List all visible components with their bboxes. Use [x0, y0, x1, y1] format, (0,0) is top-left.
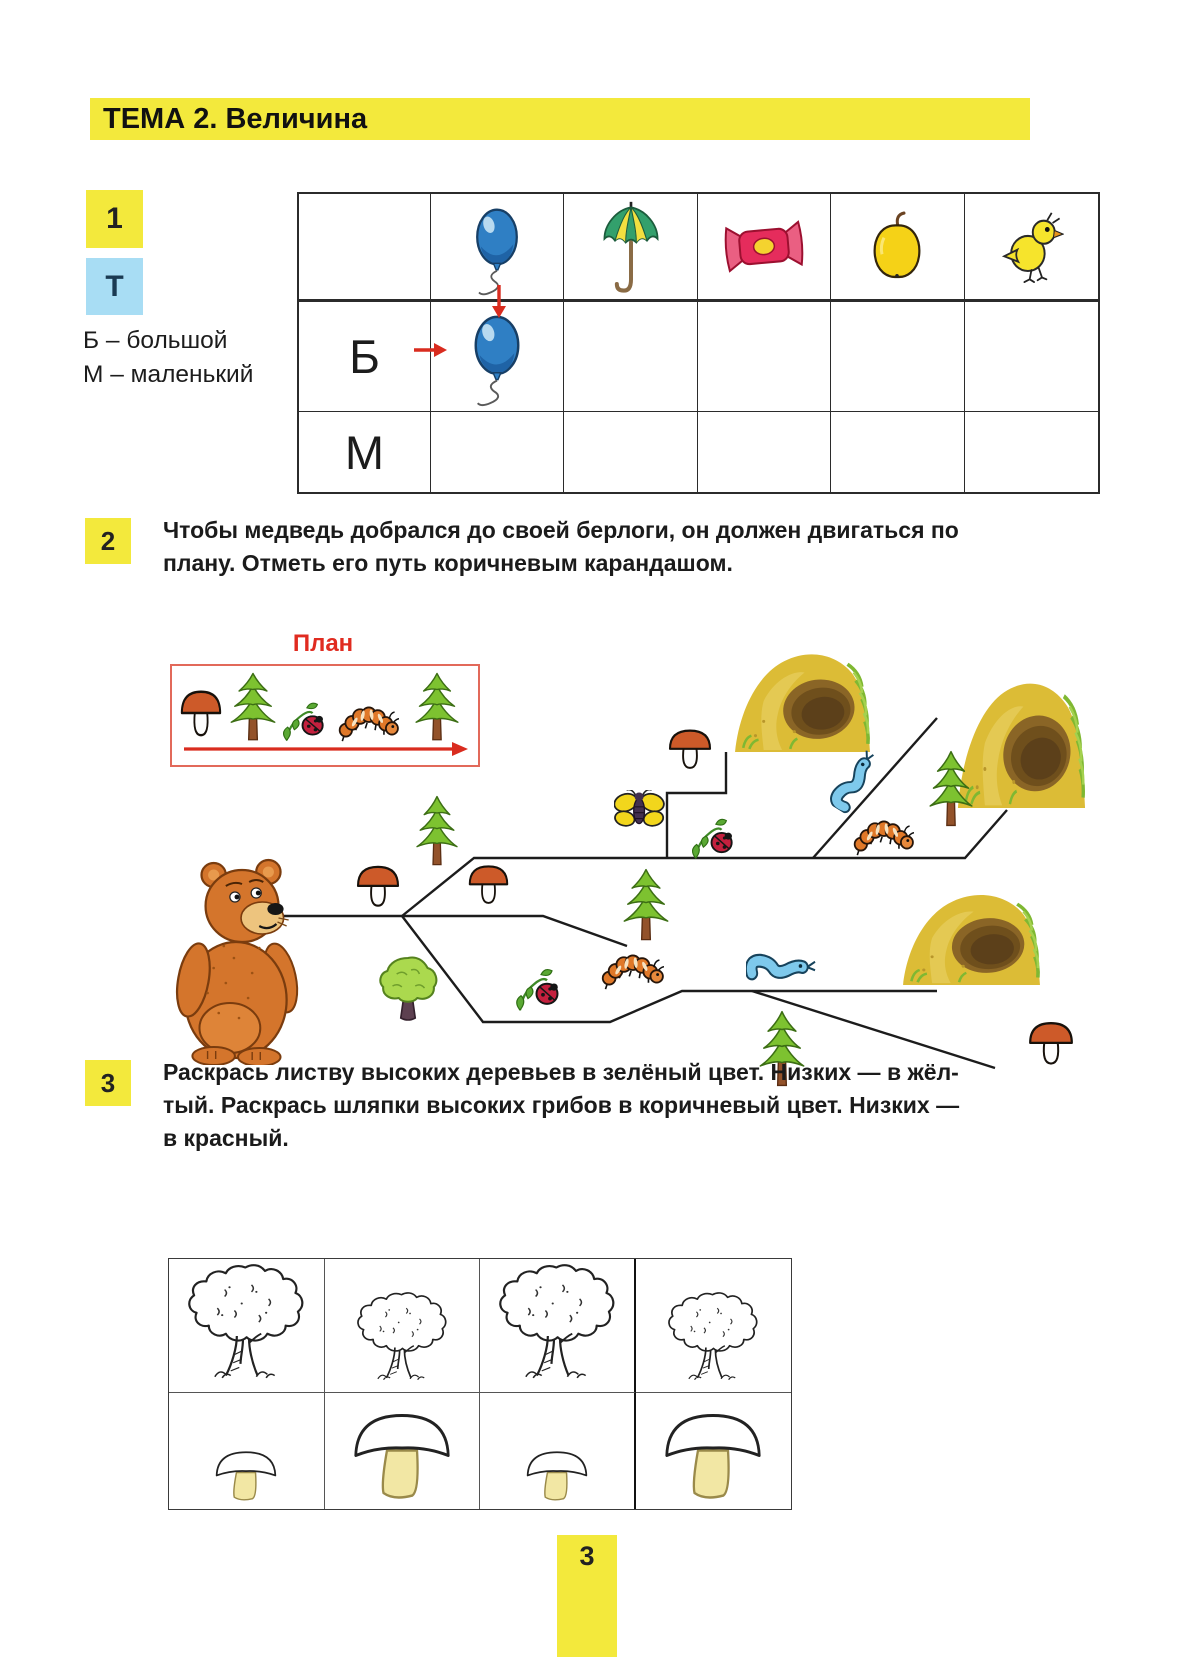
mushroom-icon — [666, 724, 714, 772]
coloring-grid — [168, 1258, 792, 1510]
legend-small: М – маленький — [83, 361, 254, 388]
task3-text-line3: в красный. — [163, 1125, 289, 1151]
row-label-big: Б — [299, 302, 431, 412]
butterfly-icon — [614, 790, 666, 832]
answer-cell[interactable] — [564, 302, 697, 412]
short-mushroom-outline-icon — [524, 1445, 590, 1503]
task2-text-line1: Чтобы медведь добрался до своей берлоги, он должен двигаться по — [163, 517, 959, 543]
task1-type-badge: Т — [86, 258, 143, 315]
mushroom-icon — [354, 860, 402, 910]
task3-text-line1: Раскрась листву высоких деревьев в зелёный цвет. Низких — в жёл- — [163, 1059, 959, 1085]
plan-title: План — [292, 630, 354, 657]
balloon-icon — [468, 312, 526, 410]
chick-icon — [998, 211, 1064, 283]
worm-icon — [746, 950, 816, 982]
caterpillar-icon — [600, 950, 664, 990]
topic-title: ТЕМА 2. Величина — [103, 102, 368, 135]
task3-text-line2: тый. Раскрась шляпки высоких грибов в коричневый цвет. Низких — — [163, 1092, 960, 1118]
bear-den-icon — [733, 650, 871, 752]
ladybug-icon — [688, 816, 736, 860]
task2-number-badge: 2 — [85, 518, 131, 564]
task2-text — [163, 514, 1043, 580]
task1-legend — [83, 324, 253, 392]
fir-tree-icon — [413, 795, 461, 867]
task3-text — [163, 1056, 1043, 1155]
task1-number-badge: 1 — [86, 190, 143, 248]
ladybug-icon — [279, 700, 327, 742]
grid-cell-short-mushroom[interactable] — [169, 1393, 325, 1509]
answer-cell[interactable] — [698, 302, 831, 412]
bear-icon — [163, 858, 315, 1065]
fir-tree-icon — [227, 672, 279, 742]
short-tree-outline-icon — [668, 1292, 758, 1386]
grid-cell-short-tree[interactable] — [325, 1259, 481, 1393]
tall-tree-outline-icon — [499, 1264, 615, 1386]
header-cell-balloon — [431, 194, 564, 302]
row-label-small: М — [299, 412, 431, 492]
answer-cell[interactable] — [431, 412, 564, 492]
candy-icon — [722, 219, 806, 275]
short-tree-outline-icon — [357, 1292, 447, 1386]
header-cell-apple — [831, 194, 964, 302]
umbrella-icon — [600, 200, 662, 297]
answer-cell[interactable] — [965, 302, 1098, 412]
tall-mushroom-outline-icon — [350, 1403, 454, 1503]
apple-icon — [867, 211, 927, 283]
mushroom-icon — [178, 684, 224, 740]
answer-cell-big-balloon[interactable] — [431, 302, 564, 412]
fir-tree-icon — [926, 750, 976, 828]
grid-cell-tall-mushroom[interactable] — [636, 1393, 792, 1509]
answer-cell[interactable] — [965, 412, 1098, 492]
answer-cell[interactable] — [698, 412, 831, 492]
caterpillar-icon — [337, 702, 399, 742]
grid-cell-tall-tree[interactable] — [169, 1259, 325, 1393]
topic-header — [90, 98, 1030, 140]
balloon-icon — [470, 205, 524, 299]
legend-big: Б – большой — [83, 327, 228, 354]
fir-tree-icon — [620, 868, 672, 942]
worm-icon — [823, 744, 883, 816]
fir-tree-icon — [412, 672, 462, 742]
grid-cell-tall-tree[interactable] — [480, 1259, 636, 1393]
answer-cell[interactable] — [831, 302, 964, 412]
mushroom-icon — [466, 860, 511, 907]
ladybug-icon — [512, 966, 562, 1012]
grid-cell-tall-mushroom[interactable] — [325, 1393, 481, 1509]
grid-cell-short-mushroom[interactable] — [480, 1393, 636, 1509]
header-cell-candy — [698, 194, 831, 302]
bear-den-icon — [901, 891, 1041, 985]
task2-text-line2: плану. Отметь его путь коричневым карандашом. — [163, 550, 733, 576]
answer-cell[interactable] — [564, 412, 697, 492]
table-corner-cell — [299, 194, 431, 302]
header-cell-chick — [965, 194, 1098, 302]
tall-mushroom-outline-icon — [661, 1403, 765, 1503]
task3-number-badge: 3 — [85, 1060, 131, 1106]
short-mushroom-outline-icon — [213, 1445, 279, 1503]
bush-tree-icon — [376, 956, 440, 1024]
page-number: 3 — [557, 1535, 617, 1657]
grid-cell-short-tree[interactable] — [636, 1259, 792, 1393]
header-cell-umbrella — [564, 194, 697, 302]
answer-cell[interactable] — [831, 412, 964, 492]
tall-tree-outline-icon — [188, 1264, 304, 1386]
size-sorting-table — [297, 192, 1100, 494]
caterpillar-icon — [852, 816, 914, 856]
